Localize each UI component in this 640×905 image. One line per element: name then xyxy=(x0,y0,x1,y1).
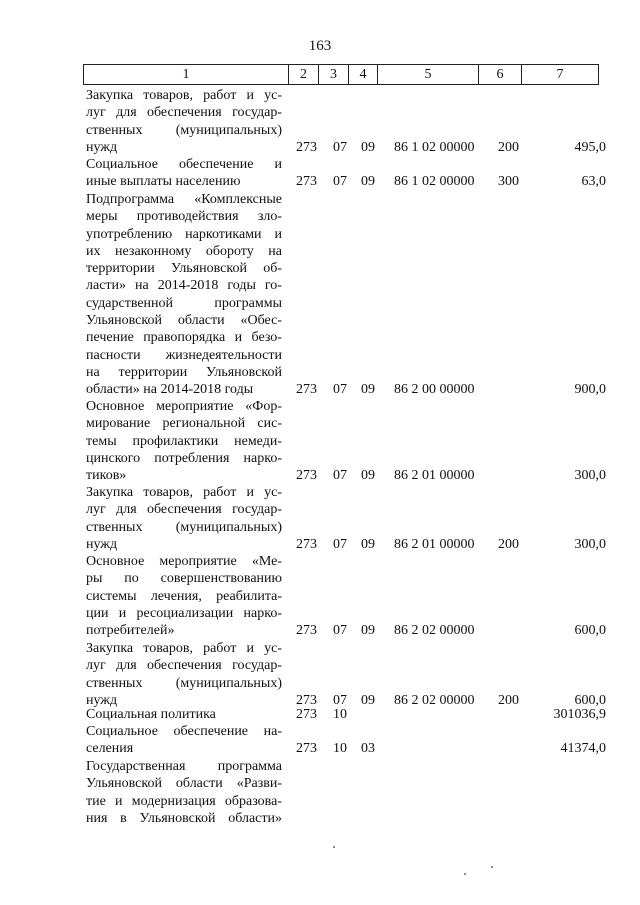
cell-column-4: 09 xyxy=(361,536,375,552)
cell-column-3: 07 xyxy=(333,174,347,190)
cell-column-7: 600,0 xyxy=(574,623,606,639)
cell-column-5: 86 2 01 00000 xyxy=(394,536,475,552)
row-description xyxy=(86,398,282,484)
description-line: Основное мероприятие «Фор- xyxy=(86,399,282,414)
cell-column-3: 07 xyxy=(333,382,347,398)
description-line: темы профилактики немеди- xyxy=(86,433,282,449)
cell-column-3: 07 xyxy=(333,139,347,155)
description-line: Ульяновской области «Разви- xyxy=(86,776,282,792)
row-description xyxy=(86,758,282,827)
cell-column-7: 900,0 xyxy=(574,382,606,398)
cell-column-7: 300,0 xyxy=(574,536,606,552)
cell-column-7: 600,0 xyxy=(574,692,606,708)
cell-column-3: 07 xyxy=(333,536,347,552)
page-number: 163 xyxy=(308,38,332,54)
description-line: Закупка товаров, работ и ус- xyxy=(86,641,282,656)
cell-column-7: 41374,0 xyxy=(560,741,606,757)
scan-speck xyxy=(491,866,493,868)
cell-column-6: 200 xyxy=(498,536,519,552)
cell-column-5: 86 2 00 00000 xyxy=(394,382,475,398)
cell-column-5: 86 2 02 00000 xyxy=(394,623,475,639)
cell-column-4: 09 xyxy=(361,174,375,190)
description-line: Социальная политика xyxy=(86,707,216,722)
description-line: нужд xyxy=(86,536,118,552)
cell-column-2: 273 xyxy=(296,468,317,484)
cell-column-5: 86 2 02 00000 xyxy=(394,692,475,708)
description-line: ции и ресоциализации нарко- xyxy=(86,605,282,621)
description-line: Подпрограмма «Комплексные xyxy=(86,192,282,207)
table-row xyxy=(0,484,640,553)
cell-column-7: 495,0 xyxy=(574,139,606,155)
cell-column-2: 273 xyxy=(296,707,317,722)
cell-column-4: 09 xyxy=(361,692,375,708)
cell-column-4: 09 xyxy=(361,139,375,155)
column-header-2: 2 xyxy=(289,65,319,85)
cell-column-2: 273 xyxy=(296,692,317,708)
table-row xyxy=(0,706,640,723)
description-line: пасности жизнедеятельности xyxy=(86,347,282,363)
table-row xyxy=(0,156,640,191)
cell-column-5: 86 1 02 00000 xyxy=(394,139,475,155)
row-description xyxy=(86,156,282,191)
row-description xyxy=(86,706,282,723)
description-line: Основное мероприятие «Ме- xyxy=(86,554,282,569)
cell-column-2: 273 xyxy=(296,536,317,552)
description-line: Социальное обеспечение на- xyxy=(86,724,282,739)
description-line: территории Ульяновской об- xyxy=(86,261,282,277)
cell-column-4: 09 xyxy=(361,623,375,639)
description-line: цинского потребления нарко- xyxy=(86,450,282,466)
cell-column-4: 09 xyxy=(361,468,375,484)
table-row xyxy=(0,398,640,485)
column-header-7: 7 xyxy=(522,65,599,85)
table-row xyxy=(0,553,640,640)
row-description xyxy=(86,191,282,399)
description-line: ственных (муниципальных) xyxy=(86,675,282,691)
table-row xyxy=(0,87,640,156)
column-header-5: 5 xyxy=(378,65,479,85)
cell-column-4: 09 xyxy=(361,382,375,398)
cell-column-3: 07 xyxy=(333,468,347,484)
cell-column-6: 300 xyxy=(498,174,519,190)
cell-column-2: 273 xyxy=(296,174,317,190)
description-line: системы лечения, реабилита- xyxy=(86,588,282,604)
description-line: ственных (муниципальных) xyxy=(86,519,282,535)
description-line: потребителей» xyxy=(86,623,175,639)
row-description xyxy=(86,87,282,156)
description-line: сударственной программы xyxy=(86,295,282,311)
cell-column-5: 86 1 02 00000 xyxy=(394,174,475,190)
cell-column-3: 07 xyxy=(333,623,347,639)
description-line: луг для обеспечения государ- xyxy=(86,502,282,518)
description-line: употреблению наркотиками и xyxy=(86,226,282,242)
description-line: Ульяновской области «Обес- xyxy=(86,313,282,329)
description-line: селения xyxy=(86,741,134,757)
row-description xyxy=(86,723,282,758)
description-line: Социальное обеспечение и xyxy=(86,157,282,172)
cell-column-4: 03 xyxy=(361,741,375,757)
description-line: печение правопорядка и безо- xyxy=(86,330,282,346)
cell-column-7: 300,0 xyxy=(574,468,606,484)
table-row xyxy=(0,191,640,399)
description-line: иные выплаты населению xyxy=(86,174,241,190)
column-header-6: 6 xyxy=(479,65,522,85)
description-line: Закупка товаров, работ и ус- xyxy=(86,485,282,500)
cell-column-5: 86 2 01 00000 xyxy=(394,468,475,484)
description-line: луг для обеспечения государ- xyxy=(86,105,282,121)
row-description xyxy=(86,484,282,553)
description-line: тиков» xyxy=(86,468,127,484)
description-line: области» на 2014-2018 годы xyxy=(86,382,254,398)
column-header-1: 1 xyxy=(84,65,289,85)
description-line: нужд xyxy=(86,139,118,155)
column-header-4: 4 xyxy=(349,65,378,85)
column-header-3: 3 xyxy=(319,65,349,85)
table-row xyxy=(0,758,640,827)
description-line: их незаконному обороту на xyxy=(86,243,282,259)
description-line: мирование региональной сис- xyxy=(86,416,282,432)
description-line: луг для обеспечения государ- xyxy=(86,658,282,674)
description-line: нужд xyxy=(86,692,118,708)
table-row xyxy=(0,640,640,709)
cell-column-2: 273 xyxy=(296,741,317,757)
description-line: тие и модернизация образова- xyxy=(86,793,282,809)
description-line: ры по совершенствованию xyxy=(86,571,282,587)
description-line: на территории Ульяновской xyxy=(86,364,282,380)
description-line: Государственная программа xyxy=(86,759,282,774)
table-row xyxy=(0,723,640,758)
cell-column-7: 301036,9 xyxy=(553,707,606,722)
description-line: меры противодействия зло- xyxy=(86,209,282,225)
description-line: ния в Ульяновской области» xyxy=(86,810,282,826)
cell-column-2: 273 xyxy=(296,623,317,639)
cell-column-6: 200 xyxy=(498,139,519,155)
row-description xyxy=(86,553,282,639)
cell-column-2: 273 xyxy=(296,382,317,398)
cell-column-7: 63,0 xyxy=(581,174,606,190)
scan-speck xyxy=(333,846,335,848)
column-header-row xyxy=(83,64,599,85)
cell-column-3: 10 xyxy=(333,741,347,757)
description-line: Закупка товаров, работ и ус- xyxy=(86,88,282,103)
cell-column-3: 10 xyxy=(333,707,347,722)
scan-speck xyxy=(464,873,466,875)
row-description xyxy=(86,640,282,709)
cell-column-2: 273 xyxy=(296,139,317,155)
description-line: ласти» на 2014-2018 годы го- xyxy=(86,278,282,294)
cell-column-6: 200 xyxy=(498,692,519,708)
cell-column-3: 07 xyxy=(333,692,347,708)
description-line: ственных (муниципальных) xyxy=(86,122,282,138)
